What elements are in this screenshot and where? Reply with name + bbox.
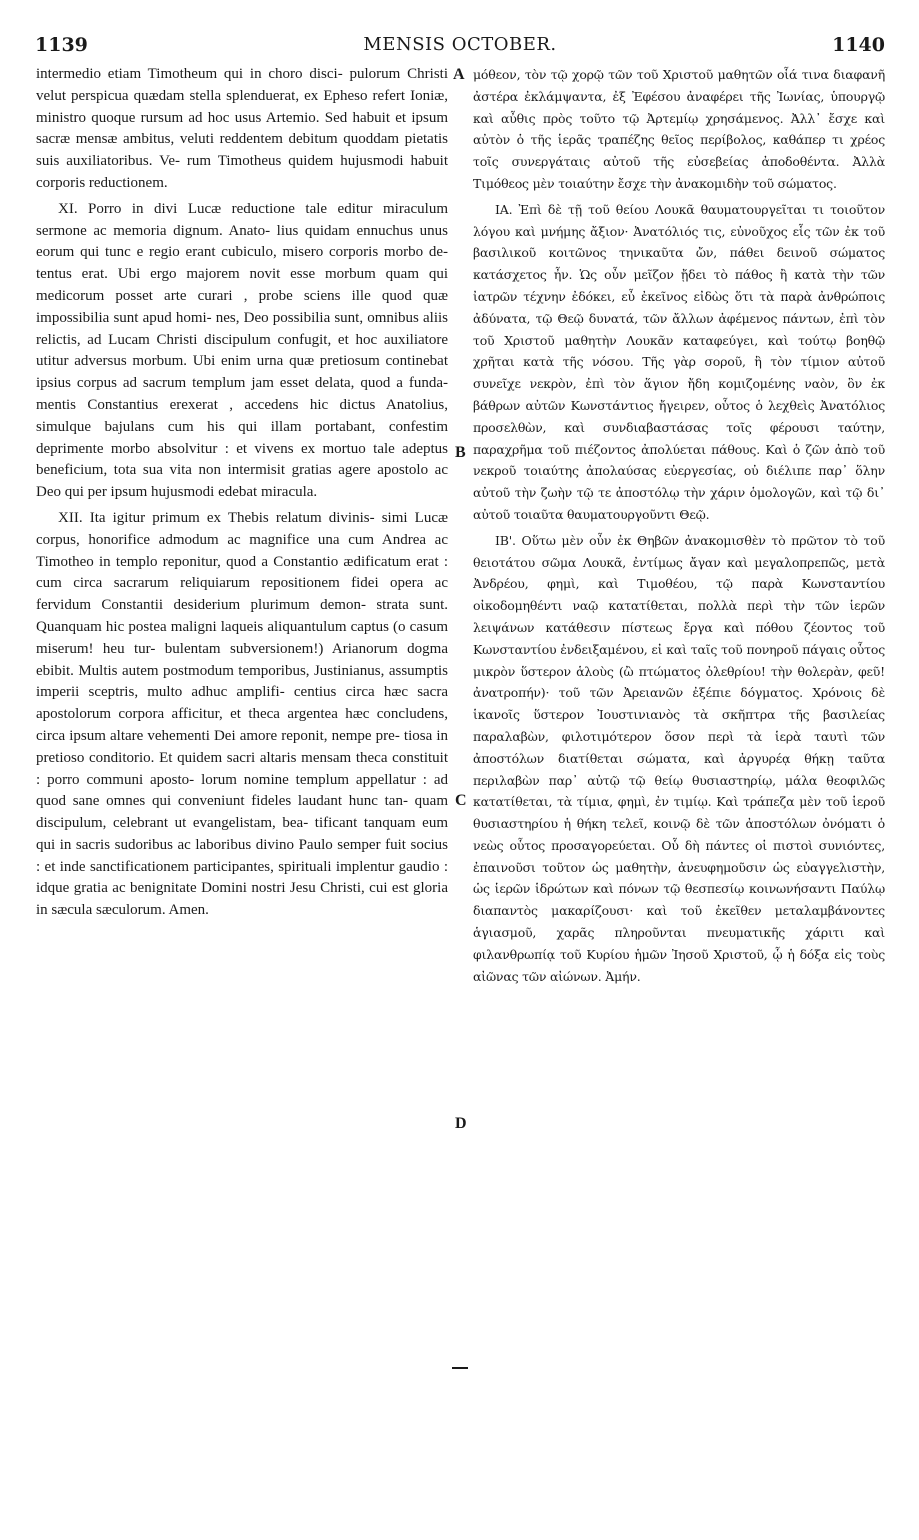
margin-letter-b: B	[455, 444, 466, 461]
left-page-number: 1139	[35, 34, 88, 56]
latin-section-xi: XI. Porro in divi Lucæ reductione tale editur miraculum sermone ac memoria dignum. Anato- lius quidam ennuchus unus eorum qui tunc e regio erant cubiculo, misero corporis morbo de- tentus erat. Ubi ergo majorem novit esse morbum quam qui medicorum posset arte curari , probe sciens ille quod quæ impossibilia sunt apud homi- nes, Deo possibilia sunt, omnibus aliis relictis, ad Lucam Christi discipulum confugit, et hoc auxiliatore utitur adversus morbum. Ubi enim urna quæ pretiosum continebat ipsius corpus ad sacrum templum jam esset delata, quod a funda- mentis Constantius erexerat , accedens hic dictus Anatolius, simulque bajulans cum his qui illam portabant, confestim deprimente morbo absolvitur : et vivens ex mortuo tale adeptus beneficium, tota sua vita non intermisit gratias agere apostolo ac Deo qui per ipsum hujusmodi edebat miracula.	[36, 200, 448, 501]
greek-paragraph-continuation: μόθεον, τὸν τῷ χορῷ τῶν τοῦ Χριστοῦ μαθητῶν οἷά τινα διαφανῆ ἀστέρα ἐκλάμψαντα, ἐξ Ἐφέσου ἀναφέρει τῆς Ἰωνίας, ὑπουργῷ καὶ αὖθις πρὸς τοῦτο τῷ Ἀρτεμίῳ χρησάμενος. Ἀλλ᾽ ἔσχε καὶ αὐτὸν ὁ τῆς ἱερᾶς τραπέζης θεῖος περίβολος, καθάπερ τι χρέος τοῖς συνεργάταις αὐτοῦ τῆς εὐσεβείας ἀποδοθέντα. Ἀλλὰ Τιμόθεος μὲν τοιαύτην ἔσχε τὴν ἀνακομιδὴν τοῦ σώματος.	[473, 67, 885, 191]
latin-column	[36, 64, 448, 924]
running-title: MENSIS OCTOBER.	[363, 34, 557, 55]
greek-column	[473, 64, 885, 989]
latin-section-xii: XII. Ita igitur primum ex Thebis relatum divinis- simi Lucæ corpus, honorifice admodum ac magnifice una cum Andrea ac Timotheo in templo reponitur, quod a Constantio ædificatum erat : cum circa sacrarum reliquiarum repositionem fidei opera ac fervidum Constantii desiderium plurimum demon- strata sunt. Quanquam hic postea maligni laqueis aliquantulum captus (o casum miserum! heu tur- bulentam subversionem!) Arianorum dogma ebibit. Multis autem postmodum temporibus, Justinianus, assumptis imperii sceptris, multo adhuc amplifi- centius circa hæc sacra apostolorum corpora afficitur, et theca argentea hæc concludens, circa ipsum altare vehementi Dei amore reponit, nempe pre- tiosa in pretioso conditorio. Et quidem sacri altaris mensam theca constituit : porro communi aposto- lorum nomine templum appellatur : ad quod sane omnes qui conveniunt fideles laudant hunc tan- quam discipulum, celebrant ut evangelistam, bea- tificant tanquam eum qui in sacris sudoribus ac laboribus divino Paulo semper fuit socius : et inde sanctificationem participantes, spirituali implentur gaudio : idque gratia ac benignitate Domini nostri Jesu Christi, cui est gloria in sæcula sæculorum. Amen.	[36, 509, 448, 919]
greek-section-ib: ΙΒ'. Οὕτω μὲν οὖν ἐκ Θηβῶν ἀνακομισθὲν τὸ πρῶτον τὸ τοῦ θειοτάτου σῶμα Λουκᾶ, ἐντίμως ἄγαν καὶ μεγαλοπρεπῶς, μετὰ Ἀνδρέου, φημὶ, καὶ Τιμοθέου, τῷ παρὰ Κωνσταντίου οἰκοδομηθέντι ναῷ κατατίθεται, πολλὰ περὶ τὴν τῶν ἱερῶν λειψάνων κατάθεσιν πίστεως ἔργα καὶ πόθου ζέοντος τοῦ Κωνσταντίου ἐνδειξαμένου, εἰ καὶ ταῖς τοῦ πονηροῦ πάγαις οὗτος μικρὸν ὕστερον ἁλοὺς (ὢ πτώματος ὀλεθρίου! τὴν θολερὰν, φεῦ! ἀνατροπήν)· τοῦ τῶν Ἀρειανῶν ἐξέπιε δόγματος. Χρόνοις δὲ ἱκανοῖς ὕστερον Ἰουστινιανὸς τὰ σκῆπτρα τῆς βασιλείας παραλαβὼν, φιλοτιμότερον ὅσον περὶ τὰ ἱερὰ ταυτὶ τῶν ἀποστόλων διατίθεται σώματα, καὶ ἀργυρέᾳ θήκῃ ταῦτα περιλαβὼν παρ᾽ αὐτῷ τῷ θείῳ θυσιαστηρίῳ, μάλα θεοφιλῶς κατατίθεται, τὰ τίμια, φημὶ, ἐν τιμίῳ. Καὶ τράπεζα μὲν τοῦ ἱεροῦ θυσιαστηρίου ἡ θήκη τελεῖ, κοινῷ δὲ τῶν ἀποστόλων ὀνόματι ὁ νεὼς οὗτος προσαγορεύεται. Οὗ δὴ πάντες οἱ πιστοὶ συνιόντες, ἐπαινοῦσι τοῦτον ὡς μαθητὴν, ἀνευφημοῦσιν ὡς εὐαγγελιστὴν, ὡς ἱερῶν ἱδρώτων καὶ πόνων τῷ θεσπεσίῳ κοινωνήσαντι Παύλῳ διαπαντὸς μακαρίζουσι· καὶ τοῦ ἐκεῖθεν μεταλαμβάνοντες ἁγιασμοῦ, χαρᾶς πληροῦνται πνευματικῆς χάριτι καὶ φιλανθρωπίᾳ τοῦ Κυρίου ἡμῶν Ἰησοῦ Χριστοῦ, ᾧ ἡ δόξα εἰς τοὺς αἰῶνας τῶν αἰώνων. Ἀμήν.	[473, 532, 885, 984]
margin-letter-d: D	[455, 1115, 467, 1132]
footer-dash	[452, 1367, 468, 1369]
margin-letter-a: A	[453, 66, 465, 83]
latin-paragraph-continuation: intermedio etiam Timotheum qui in choro disci- pulorum Christi velut perspicua quædam stella splenduerat, ex Epheso refert Ioniæ, ministro quoque rursum ad hoc usus Artemio. Sed habuit et ipsum sacræ mensæ ambitus, veluti reddentem debitum quoddam pietatis suis auxiliatoribus. Ve- rum Timotheus quidem hujusmodi habuit corporis reductionem.	[36, 66, 448, 191]
greek-section-ia: ΙΑ. Ἐπὶ δὲ τῇ τοῦ θείου Λουκᾶ θαυματουργεῖται τι τοιοῦτον λόγου καὶ μνήμης ἄξιον· Ἀνατόλιός τις, εὐνοῦχος εἷς τῶν ἐκ τοῦ βασιλικοῦ κοιτῶνος τηνικαῦτα ὤν, πάθει δεινοῦ σώματος κατάσχετος ἦν. Ὡς οὖν μεῖζον ᾔδει τὸ πάθος ἢ κατὰ τὴν τῶν ἰατρῶν τέχνην ἐδόκει, εὖ ἐκεῖνος εἰδὼς ὅτι τὰ παρὰ ἀνθρώποις ἀδύνατα, τῷ Θεῷ δυνατά, τῶν ἄλλων ἀφέμενος πάντων, ἐπὶ τὸν τοῦ Χριστοῦ μαθητὴν Λουκᾶν καταφεύγει, καὶ τούτῳ βοηθῷ χρῆται κατὰ τῆς νόσου. Τῆς γὰρ σοροῦ, ἣ τὸν τίμιον αὐτοῦ συνεῖχε νεκρὸν, ἐπὶ τὸν ἅγιον ἤδη κομιζομένης ναὸν, ὃν ἐκ βάθρων αὐτῶν Κωνστάντιος ἤγειρεν, οὗτος ὁ λεχθεὶς Ἀνατόλιος προσελθὼν, καὶ συνδιαβαστάσας τοῖς φέρουσι ταύτην, παραχρῆμα τοῦ πιέζοντος ἀπολύεται πάθους. Καὶ ὁ ζῶν ἀπὸ τοῦ νεκροῦ τοιαύτης ἀπολαύσας εὐεργεσίας, οὐ διέλιπε παρ᾽ ὅλην αὐτοῦ τὴν ζωὴν τῷ τε ἀποστόλῳ τὴν χάριν ὁμολογῶν, καὶ τῷ δι᾽ αὐτοῦ τοιαῦτα θαυματουργοῦντι Θεῷ.	[473, 201, 885, 522]
right-page-number: 1140	[832, 34, 885, 56]
margin-letter-c: C	[455, 792, 467, 809]
page-header	[35, 34, 885, 58]
